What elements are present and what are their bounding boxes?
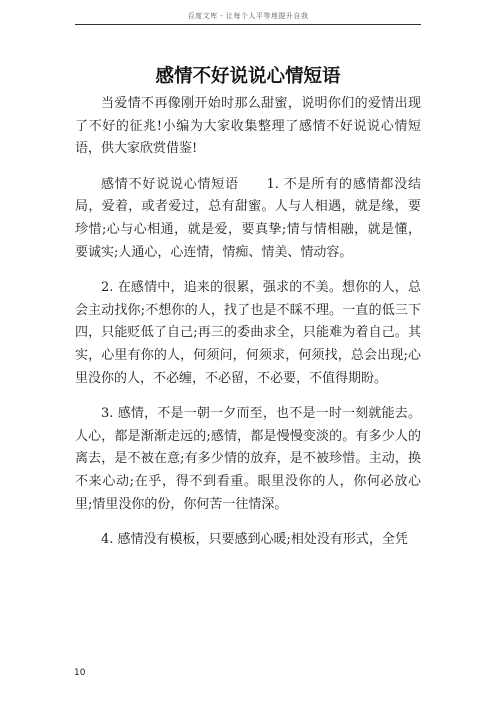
header-divider [75,24,421,25]
paragraph-4: 4. 感情没有模板，只要感到心暖;相处没有形式，全凭 [101,532,408,548]
document-title: 感情不好说说心情短语 [155,66,341,87]
paragraph-2: 2. 在感情中，追来的很累，强求的不美。想你的人，总会主动找你;不想你的人，找了也是不睬不理。一直的低三下四，只能贬低了自己;再三的委曲求全，只能难为着自己。其实，心里有你的人，何须问，何须求，何须找，总会出现;心里没你的人，不必缠，不必留，不必要，不值得期盼。 [75,280,421,386]
paragraph-3: 3. 感情，不是一朝一夕而至，也不是一时一刻就能去。人心，都是渐渐走远的;感情，都是慢慢变淡的。有多少人的离去，是不被在意;有多少情的放弃，是不被珍惜。主动，换不来心动;在乎，得不到看重。眼里没你的人，你何必放心里;情里没你的份，你何苦一往情深。 [75,406,421,512]
page-number: 10 [74,668,86,678]
paragraph-1: 感情不好说说心情短语 1. 不是所有的感情都没结局，爱着，或者爱过，总有甜蜜。人与人相遇，就是缘，要珍惜;心与心相通，就是爱，要真挚;情与情相融，就是懂，要诚实;人通心，心连情，情痴、情美、情动容。 [75,176,421,260]
header-note: 百度文库 - 让每个人平等地提升自我 [187,12,309,20]
paragraph-intro: 当爱情不再像刚开始时那么甜蜜，说明你们的爱情出现了不好的征兆!小编为大家收集整理了感情不好说说心情短语，供大家欣赏借鉴! [75,96,421,157]
document-body [75,93,421,565]
